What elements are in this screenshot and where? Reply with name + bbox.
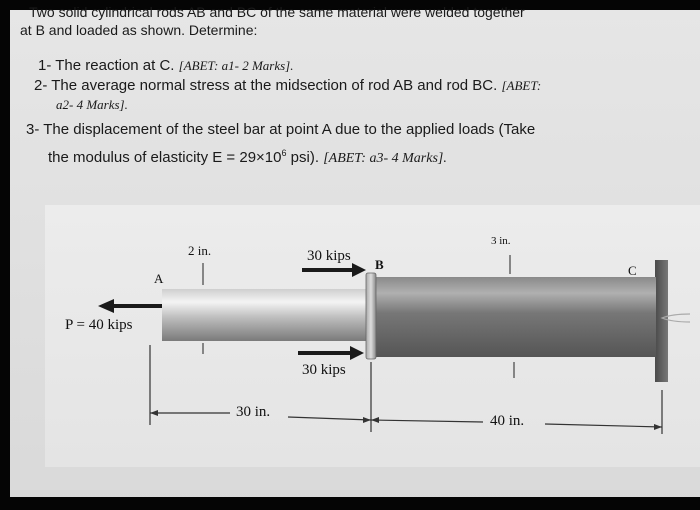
intro-line-2: at B and loaded as shown. Determine: — [20, 22, 258, 38]
length-ab-label: 30 in. — [236, 404, 271, 420]
dim-arrow-c — [654, 424, 662, 430]
question-1-text: The reaction at C. — [55, 57, 175, 74]
load-p-arrowhead — [98, 299, 114, 313]
question-2-abet-a: [ABET: — [501, 78, 542, 93]
load-p-label: P = 40 kips — [65, 317, 133, 333]
dim-line-bc-left — [371, 420, 483, 422]
intro-line-1: Two solid cylindrical rods AB and BC of the same material were welded together — [29, 4, 525, 20]
question-3-line-2: the modulus of elasticity $E = 29\times 10^6$ psi). [ABET: a3- 4 Marks]. — [48, 148, 447, 166]
question-2-abet-b: a2- 4 Marks]. — [56, 97, 128, 112]
question-2-text: The average normal stress at the midsection of rod AB and rod BC. — [51, 77, 498, 94]
dim-arrow-a — [150, 410, 158, 416]
load-bottom-label: 30 kips — [302, 362, 346, 378]
load-top-label: 30 kips — [307, 248, 351, 264]
rod-ab — [162, 289, 369, 341]
rod-bc — [375, 277, 656, 357]
load-bottom-arrowhead — [350, 346, 364, 360]
question-3-abet: [ABET: a3- 4 Marks]. — [323, 151, 447, 166]
label-b: B — [375, 257, 384, 272]
label-a: A — [154, 271, 164, 286]
diameter-ab-label: 2 in. — [188, 243, 212, 258]
photo-border-bottom — [0, 497, 700, 510]
fixed-support-wall — [655, 260, 668, 382]
dim-arrow-b-left — [363, 417, 371, 423]
dim-line-ab-right — [288, 417, 371, 420]
length-bc-label: 40 in. — [490, 413, 525, 429]
question-3-text: The displacement of the steel bar at point A due to the applied loads (Take — [43, 121, 536, 138]
label-c: C — [628, 263, 637, 278]
question-1-number: 1- — [38, 57, 52, 74]
dim-line-bc-right — [545, 424, 662, 427]
load-top-arrowhead — [352, 263, 366, 277]
weld-flange-b — [366, 273, 376, 359]
question-3-number: 3- — [26, 121, 40, 138]
question-1-abet: [ABET: a1- 2 Marks]. — [178, 58, 294, 73]
diameter-bc-label: 3 in. — [491, 235, 511, 247]
dim-arrow-b-right — [371, 417, 379, 423]
question-2-number: 2- — [34, 77, 48, 94]
